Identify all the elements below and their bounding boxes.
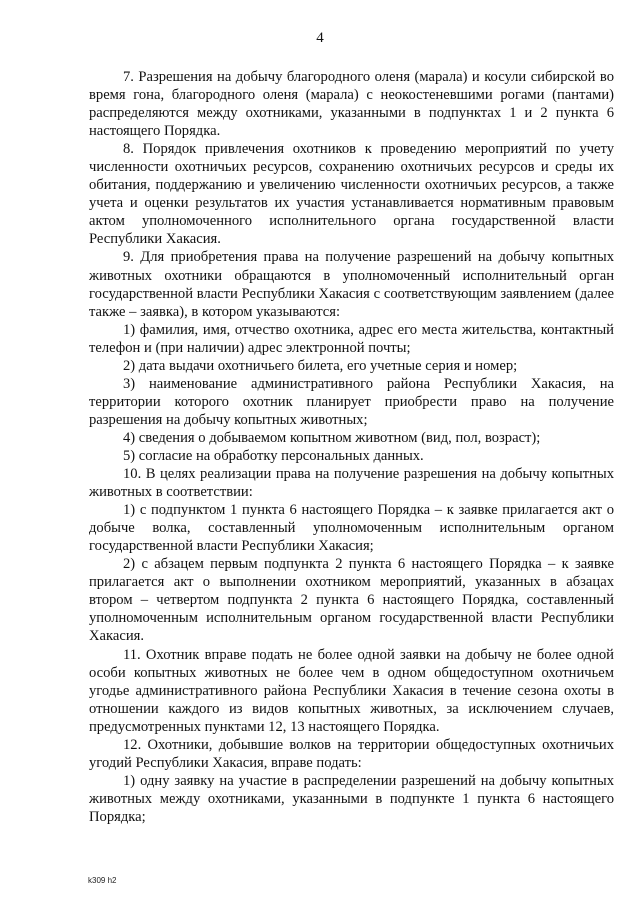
document-body	[89, 68, 614, 826]
paragraph-9-item-3: 3) наименование административного района Республики Хакасия, на территории которого охотник планирует приобрести право на получение разрешения на добычу копытных животных;	[89, 375, 614, 428]
paragraph-12: 12. Охотники, добывшие волков на территории общедоступных охотничьих угодий Республики Хакасия, вправе подать:	[89, 736, 614, 771]
paragraph-10: 10. В целях реализации права на получение разрешения на добычу копытных животных в соответствии:	[89, 466, 614, 501]
paragraph-8: 8. Порядок привлечения охотников к проведению мероприятий по учету численности охотничьих ресурсов, сохранению охотничьих ресурсов и среды их обитания, поддержанию и увеличению численности охотничьих ресурсов, а также учета и оценки результатов их участия устанавливается нормативным правовым актом уполномоченного исполнительного органа государственной власти Республики Хакасия.	[89, 141, 614, 248]
paragraph-9-item-5: 5) согласие на обработку персональных данных.	[123, 447, 424, 464]
paragraph-10-item-2: 2) с абзацем первым подпункта 2 пункта 6 настоящего Порядка – к заявке прилагается акт о выполнении охотником мероприятий, указанных в абзацах втором – четвертом подпункта 2 пункта 6 настоящего Порядка, составленный уполномоченным исполнительным органом государственной власти Республики Хакасия.	[89, 556, 614, 645]
paragraph-7: 7. Разрешения на добычу благородного оленя (марала) и косули сибирской во время гона, благородного оленя (марала) с неокостеневшими рогами (пантами) распределяются между охотниками, указанными в подпунктах 1 и 2 пункта 6 настоящего Порядка.	[89, 69, 614, 140]
paragraph-9: 9. Для приобретения права на получение разрешений на добычу копытных животных охотники обращаются в уполномоченный исполнительный орган государственной власти Республики Хакасия с соответствующим заявлением (далее также – заявка), в котором указываются:	[89, 249, 614, 320]
paragraph-9-item-1: 1) фамилия, имя, отчество охотника, адрес его места жительства, контактный телефон и (при наличии) адрес электронной почты;	[89, 321, 614, 356]
paragraph-12-item-1: 1) одну заявку на участие в распределении разрешений на добычу копытных животных между охотниками, указанными в подпункте 1 пункта 6 настоящего Порядка;	[89, 772, 614, 825]
paragraph-10-item-1: 1) с подпунктом 1 пункта 6 настоящего Порядка – к заявке прилагается акт о добыче волка, составленный уполномоченным исполнительным органом государственной власти Республики Хакасия;	[89, 502, 614, 555]
paragraph-11: 11. Охотник вправе подать не более одной заявки на добычу не более одной особи копытных животных не более чем в одном общедоступном охотничьем угодье административного района Республики Хакасия в течение сезона охоты в отношении каждого из видов копытных животных, за исключением случаев, предусмотренных пунктами 12, 13 настоящего Порядка.	[89, 646, 614, 735]
paragraph-9-item-4: 4) сведения о добываемом копытном животном (вид, пол, возраст);	[123, 429, 541, 446]
page-number: 4	[316, 30, 324, 46]
footer-code: k309 h2	[88, 876, 117, 885]
paragraph-9-item-2: 2) дата выдачи охотничьего билета, его учетные серия и номер;	[123, 357, 518, 374]
